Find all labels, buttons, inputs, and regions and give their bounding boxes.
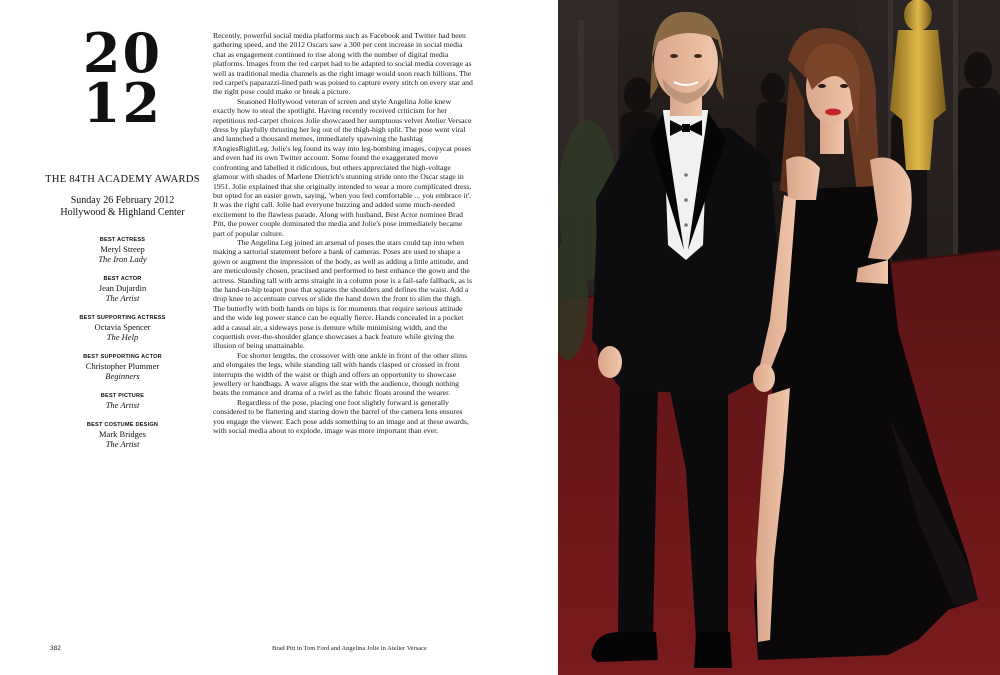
award-film: Beginners xyxy=(105,371,140,381)
paragraph: For shorter lengths, the crossover with one ankle in front of the other slims and elongates the legs, while standing tall with hands clasped or crossed in front interrupts the width of the waist or thigh and offers an opportunity to showcase jewellery or handbags. A wave aligns the star with the audience, though nothing beats the romance and drama of a twirl as the fabric floats around the wearer. xyxy=(213,350,468,398)
award-item xyxy=(40,275,205,303)
ceremony-venue: Hollywood & Highland Center xyxy=(60,207,185,218)
award-winner: Octavia Spencer xyxy=(94,322,151,332)
award-item xyxy=(40,421,205,449)
page-number: 382 xyxy=(50,645,61,652)
photo-caption: Brad Pitt in Tom Ford and Angelina Jolie in Atelier Versace xyxy=(272,645,427,652)
photo-illustration xyxy=(558,0,1000,675)
award-category: BEST SUPPORTING ACTOR xyxy=(83,354,162,360)
red-carpet-photo xyxy=(558,0,1000,675)
award-film: The Artist xyxy=(105,400,140,410)
year-bottom: 12 xyxy=(82,71,163,135)
year-top: 20 xyxy=(82,21,163,85)
award-winner: Christopher Plummer xyxy=(85,361,160,371)
award-winner: Meryl Streep xyxy=(100,244,145,254)
sidebar xyxy=(40,21,205,460)
award-item xyxy=(40,353,205,381)
award-category: BEST ACTOR xyxy=(103,276,142,282)
award-film: The Iron Lady xyxy=(98,254,147,264)
award-category: BEST SUPPORTING ACTRESS xyxy=(79,315,166,321)
award-winner: Jean Dujardin xyxy=(98,283,147,293)
paragraph: Seasoned Hollywood veteran of screen and style Angelina Jolie knew exactly how to steal the spotlight. Having recently received criticism for her repetitious red-carpet choices Jolie showcased her sumptuous velvet Atelier Versace dress by playfully thrusting her leg out of the thigh-high split. The pose went viral and launched a thousand memes, immediately spawning the hashtag #AngiesRightLeg. Jolie's leg found its way into leg-bombing images, copycat poses and even had its own Twitter account. Some found the exaggerated move confronting and labelled it ridiculous, but others appreciated the high-voltage glamour with shades of Marlene Dietrich's stunning stride onto the Oscar stage in 1951. Jolie explained that she originally intended to wear a more complicated dress, but opted for an easier gown, saying, 'when you feel comfortable ... you embrace it'. It was the right call. Jolie had everyone buzzing and added some much-needed excitement to the flawless parade. Along with husband, Best Actor nominee Brad Pitt, the power couple dominated the media and Jolie's pose immediately became part of popular culture. xyxy=(213,96,472,238)
award-film: The Artist xyxy=(105,439,140,449)
award-film: The Artist xyxy=(105,293,140,303)
article-body xyxy=(213,31,473,435)
ceremony-title: THE 84TH ACADEMY AWARDS xyxy=(45,174,200,185)
paragraph: The Angelina Leg joined an arsenal of poses the stars could tap into when making a sartorial statement before a bank of cameras. Poses are used to shape a gown or augment the impression of the body, as well as adding a little attitude, and are meticulously chosen, practised and performed to best enhance the gown and the actress. Standing tall with arms straight in a column pose is a fail-safe fallback, as is the hand-on-hip teapot pose that squares the shoulders and defines the waist. Add a drop knee to accentuate curves or slide the hand down the front to slim the thigh. The butterfly with both hands on hips is for moments that require serious attitude and the wide leg power stance can be equally fierce. Hands concealed in a pocket add a casual air, a sideways pose is demure while minimising width, and the coquettish over-the-shoulder glance showcases a back feature while giving the illusion of being unattainable. xyxy=(213,237,472,351)
ceremony-date: Sunday 26 February 2012 xyxy=(70,195,175,206)
paragraph: Recently, powerful social media platforms such as Facebook and Twitter had been gathering speed, and the 2012 Oscars saw a 300 per cent increase in social media chat as engagement continued to rise along with the number of digital media platforms. Images from the red carpet had to be adapted to social media coverage as well as traditional media channels as the right image would soon reach billions. The red carpet's paparazzi-lined path was poised to capture every stitch on every star and the right pose could make or break a picture. xyxy=(213,31,473,97)
award-item xyxy=(40,392,205,410)
award-category: BEST PICTURE xyxy=(100,393,145,399)
award-category: BEST COSTUME DESIGN xyxy=(86,422,159,428)
award-category: BEST ACTRESS xyxy=(99,237,146,243)
awards-list xyxy=(40,236,205,449)
year-heading xyxy=(40,21,205,135)
paragraph: Regardless of the pose, placing one foot slightly forward is generally considered to be flattering and staring down the barrel of the camera lens ensures you engage the viewer. Each pose adds something to an image and at these awards, with social media about to explode, image was more important than ever. xyxy=(213,397,469,436)
award-item xyxy=(40,236,205,264)
award-winner: Mark Bridges xyxy=(99,429,146,439)
award-item xyxy=(40,314,205,342)
award-film: The Help xyxy=(106,332,139,342)
